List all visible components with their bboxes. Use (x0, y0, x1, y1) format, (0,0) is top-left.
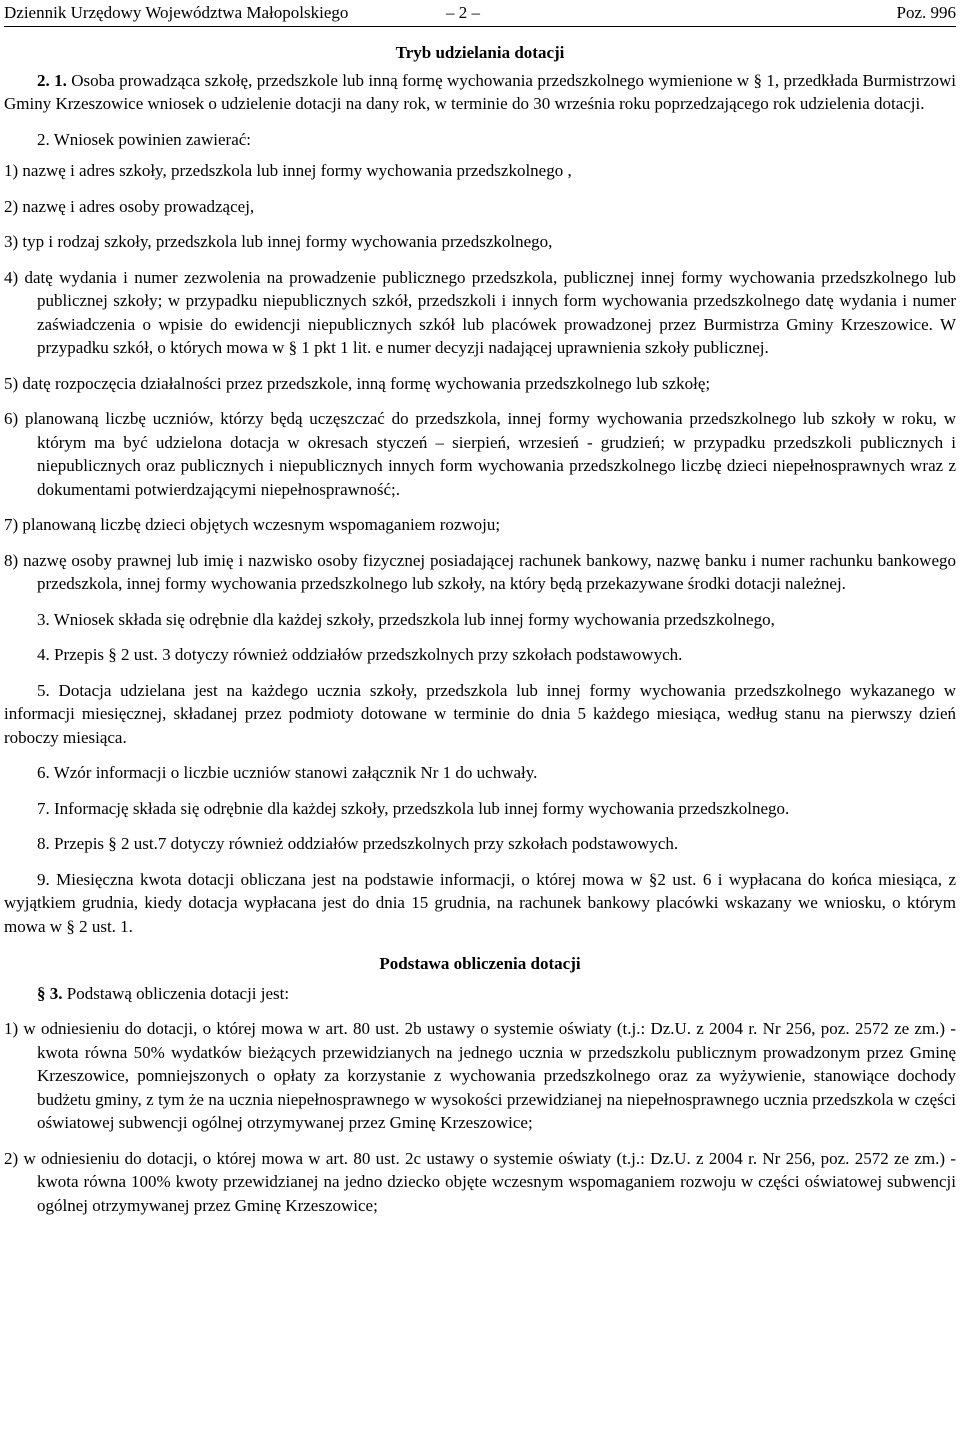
position-number: Poz. 996 (896, 3, 956, 22)
paragraph-2-3: 3. Wniosek składa się odrębnie dla każdej szkoły, przedszkola lub innej formy wychowania przedszkolnego, (37, 609, 775, 629)
section-title-procedure: Tryb udzielania dotacji (395, 43, 565, 62)
paragraph-text: Osoba prowadząca szkołę, przedszkole lub inną formę wychowania przedszkolnego wymienione w § 1, przedkłada Burmistrzowi Gminy Krzeszowice wniosek o udzielenie dotacji na dany rok, w terminie do 30 września roku poprzedzającego rok udzielenia dotacji. (4, 70, 956, 113)
list-item-7: 7) planowaną liczbę dzieci objętych wczesnym wspomaganiem rozwoju; (4, 515, 501, 534)
list-item-5: 5) datę rozpoczęcia działalności przez przedszkole, inną formę wychowania przedszkolnego lub szkołę; (4, 373, 711, 393)
list-item-4: 4) datę wydania i numer zezwolenia na prowadzenie publicznego przedszkola, publicznej innej formy wychowania przedszkolnego lub publicznej szkoły; w przypadku niepublicznych szkół, przedszkoli i innych form wychowania przedszkolnego datę wydania i numer zaświadczenia o wpisie do ewidencji niepublicznych szkół lub placówek prowadzonej przez Burmistrza Gminy Krzeszowice. W przypadku szkół, o których mowa w § 1 pkt 1 lit. e numer decyzji nadającej uprawnienia szkoły publicznej. (4, 267, 956, 357)
list-item-3: 3) typ i rodzaj szkoły, przedszkola lub innej formy wychowania przedszkolnego, (4, 232, 553, 251)
basis-item-1: 1) w odniesieniu do dotacji, o której mowa w art. 80 ust. 2b ustawy o systemie oświaty (t.j.: Dz.U. z 2004 r. Nr 256, poz. 2572 ze zm.) - kwota równa 50% wydatków bieżących przewidzianych na jednego ucznia w przedszkolu publicznym prowadzonym przez Gminę Krzeszowice, pomniejszonych o opłaty za korzystanie z wychowania przedszkolnego oraz za wyżywienie, stanowiące dochody budżetu gminy, z tym że na ucznia niepełnosprawnego w wysokości przewidzianej na niepełnosprawnego ucznia przedszkola w części oświatowej subwencji ogólnej otrzymywanej przez Gminę Krzeszowice; (4, 1019, 956, 1132)
section-title-basis: Podstawa obliczenia dotacji (379, 954, 581, 973)
paragraph-text: Podstawą obliczenia dotacji jest: (66, 983, 290, 1003)
list-item-6: 6) planowaną liczbę uczniów, którzy będą uczęszczać do przedszkola, innej formy wychowania przedszkolnego lub szkoły w roku, w którym ma być udzielona dotacja w okresach styczeń – sierpień, wrzesień - grudzień; w przypadku przedszkoli publicznych i niepublicznych oraz publicznych i niepublicznych innych form wychowania przedszkolnego liczbę dzieci niepełnosprawnych wraz z dokumentami potwierdzającymi niepełnosprawność;. (4, 409, 956, 499)
paragraph-2-9: 9. Miesięczna kwota dotacji obliczana jest na podstawie informacji, o której mowa w §2 ust. 6 i wypłacana do końca miesiąca, z wyjątkiem grudnia, kiedy dotacja wypłacana jest do dnia 15 grudnia, na rachunek bankowy placówki wskazany we wniosku, o którym mowa w § 2 ust. 1. (4, 869, 956, 936)
paragraph-2-1 (4, 69, 956, 116)
paragraph-2-8: 8. Przepis § 2 ust.7 dotyczy również oddziałów przedszkolnych przy szkołach podstawowych. (37, 834, 679, 853)
paragraph-number: 2. 1. (37, 70, 67, 90)
paragraph-2-7: 7. Informację składa się odrębnie dla każdej szkoły, przedszkola lub innej formy wychowania przedszkolnego. (37, 798, 790, 818)
page-header (4, 0, 956, 27)
paragraph-2-6: 6. Wzór informacji o liczbie uczniów stanowi załącznik Nr 1 do uchwały. (37, 763, 538, 782)
paragraph-2-4: 4. Przepis § 2 ust. 3 dotyczy również oddziałów przedszkolnych przy szkołach podstawowych. (37, 645, 683, 664)
paragraph-2-5: 5. Dotacja udzielana jest na każdego ucznia szkoły, przedszkola lub innej formy wychowania przedszkolnego wykazanego w informacji miesięcznej, składanej przez podmioty dotowane w terminie do dnia 5 każdego miesiąca, według stanu na pierwszy dzień roboczy miesiąca. (4, 680, 956, 747)
page-number: – 2 – (446, 3, 480, 22)
paragraph-2-2: 2. Wniosek powinien zawierać: (37, 129, 252, 149)
paragraph-number: § 3. (37, 983, 63, 1003)
basis-item-2: 2) w odniesieniu do dotacji, o której mowa w art. 80 ust. 2c ustawy o systemie oświaty (t.j.: Dz.U. z 2004 r. Nr 256, poz. 2572 ze zm.) - kwota równa 100% kwoty przewidzianej na jedno dziecko objęte wczesnym wspomaganiem rozwoju w części oświatowej subwencji ogólnej otrzymywanej przez Gminę Krzeszowice; (4, 1148, 956, 1215)
paragraph-3-intro (4, 982, 956, 1006)
list-item-2: 2) nazwę i adres osoby prowadzącej, (4, 196, 255, 216)
list-item-1: 1) nazwę i adres szkoły, przedszkola lub innej formy wychowania przedszkolnego , (4, 161, 572, 180)
list-item-8: 8) nazwę osoby prawnej lub imię i nazwisko osoby fizycznej posiadającej rachunek bankowy, nazwę banku i numer rachunku bankowego przedszkola, innej formy wychowania przedszkolnego lub szkoły, na który będą przekazywane środki dotacji należnej. (4, 550, 956, 593)
journal-title: Dziennik Urzędowy Województwa Małopolskiego (4, 3, 349, 22)
